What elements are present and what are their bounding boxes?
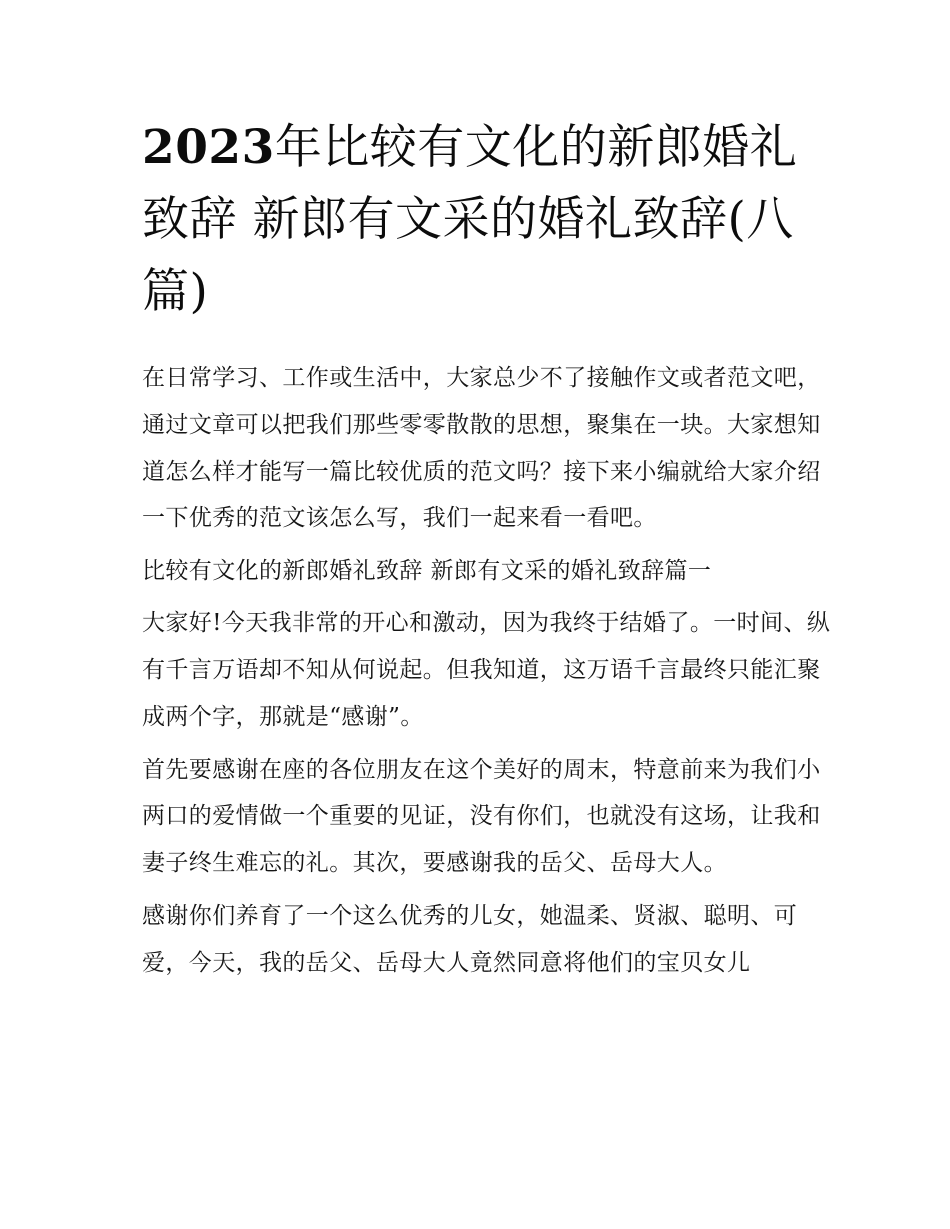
- title-text: 年比较有文化的新郎婚礼致辞 新郎有文采的婚礼致辞(八篇): [142, 120, 798, 319]
- document-body: [142, 355, 832, 993]
- body-paragraph: 首先要感谢在座的各位朋友在这个美好的周末，特意前来为我们小两口的爱情做一个重要的见证，没有你们，也就没有这场，让我和妻子终生难忘的礼。其次，要感谢我的岳父、岳母大人。: [142, 756, 821, 877]
- body-paragraph: 感谢你们养育了一个这么优秀的儿女，她温柔、贤淑、聪明、可爱，今天，我的岳父、岳母大人竟然同意将他们的宝贝女儿: [142, 902, 798, 976]
- title-year: 2023: [142, 120, 275, 175]
- intro-paragraph: 在日常学习、工作或生活中，大家总少不了接触作文或者范文吧，通过文章可以把我们那些零零散散的思想，聚集在一块。大家想知道怎么样才能写一篇比较优质的范文吗？接下来小编就给大家介绍一下优秀的范文该怎么写，我们一起来看一看吧。: [142, 365, 821, 532]
- body-paragraph: 大家好!今天我非常的开心和激动，因为我终于结婚了。一时间、纵有千言万语却不知从何说起。但我知道，这万语千言最终只能汇聚成两个字，那就是“感谢”。: [142, 610, 831, 730]
- document-title: [142, 112, 822, 328]
- section-heading: 比较有文化的新郎婚礼致辞 新郎有文采的婚礼致辞篇一: [142, 558, 712, 585]
